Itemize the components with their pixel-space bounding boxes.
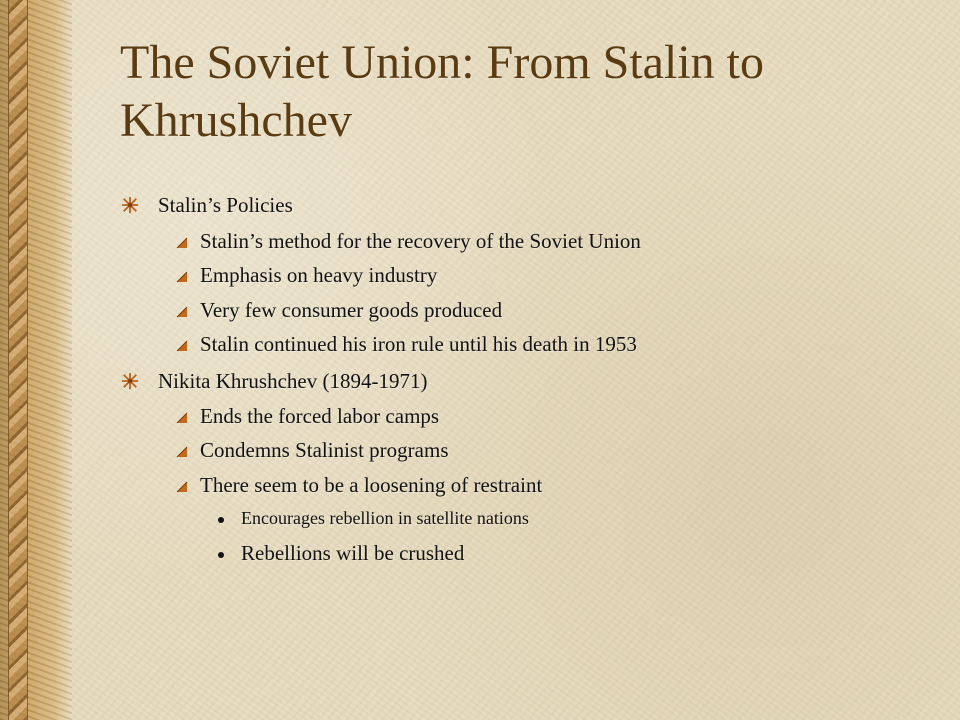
triangle-arrow-icon: [175, 270, 189, 284]
triangle-arrow-icon: [175, 411, 189, 425]
slide-title: The Soviet Union: From Stalin to Khrushchev: [120, 36, 764, 147]
triangle-arrow-icon: [175, 339, 189, 353]
triangle-arrow-icon: [175, 480, 189, 494]
triangle-arrow-icon: [175, 236, 189, 250]
section-heading: Nikita Khrushchev (1894-1971): [158, 369, 428, 393]
dot-bullet-icon: [218, 552, 224, 558]
list-item: Emphasis on heavy industry: [200, 263, 438, 287]
list-item: Condemns Stalinist programs: [200, 438, 449, 462]
sub-list-item: Rebellions will be crushed: [241, 541, 465, 565]
star-burst-icon: [121, 372, 139, 390]
section-heading: Stalin’s Policies: [158, 193, 293, 217]
list-item: Ends the forced labor camps: [200, 404, 440, 428]
list-item: Very few consumer goods produced: [200, 298, 503, 322]
list-item: Stalin continued his iron rule until his death in 1953: [200, 332, 637, 356]
triangle-arrow-icon: [175, 445, 189, 459]
star-burst-icon: [121, 196, 139, 214]
list-item: There seem to be a loosening of restraint: [200, 473, 543, 497]
list-item: Stalin’s method for the recovery of the Soviet Union: [200, 229, 641, 253]
sub-list-item: Encourages rebellion in satellite nations: [241, 508, 529, 528]
triangle-arrow-icon: [175, 305, 189, 319]
dot-bullet-icon: [218, 517, 224, 523]
